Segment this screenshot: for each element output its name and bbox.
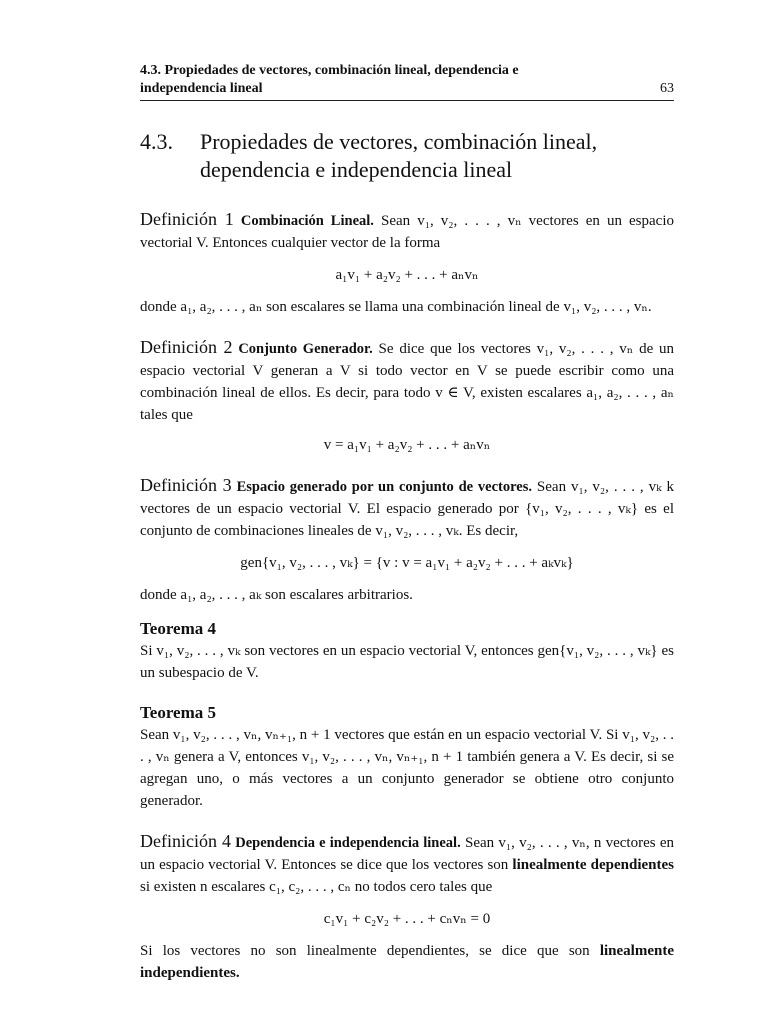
definition-4-label: Definición 4 — [140, 831, 231, 851]
definition-2-equation: v = a₁v₁ + a₂v₂ + . . . + aₙvₙ — [323, 437, 491, 453]
definition-4-text-b: si existen n escalares c₁, c₂, . . . , cₙ no todos cero tales que — [140, 879, 493, 895]
definition-3-text: Sean v₁, v₂, . . . , vₖ k vectores de un espacio vectorial V. El espacio generado por {v₁, v₂, . . . , vₖ} es el conjunto de combinaciones lineales de v₁, v₂, . . . , vₖ. Es decir, — [140, 479, 674, 539]
definition-4-equation: c₁v₁ + c₂v₂ + . . . + cₙvₙ = 0 — [323, 911, 491, 927]
definition-3-name: Espacio generado por un conjunto de vectores. — [236, 479, 532, 495]
definition-3 — [140, 474, 674, 606]
section-number: 4.3. — [140, 129, 173, 154]
theorem-5 — [140, 702, 674, 812]
definition-3-equation: gen{v₁, v₂, . . . , vₖ} = {v : v = a₁v₁ + a₂v₂ + . . . + aₖvₖ} — [240, 555, 574, 571]
definition-2-name: Conjunto Generador. — [238, 341, 373, 357]
definition-4-term-independent: linealmente independientes. — [140, 943, 674, 981]
definition-1-text2: donde a₁, a₂, . . . , aₙ son escalares se llama una combinación lineal de v₁, v₂, . . . , vₙ. — [140, 299, 652, 315]
definition-4 — [140, 830, 674, 984]
section-title: Propiedades de vectores, combinación lineal, dependencia e independencia lineal — [200, 129, 598, 182]
definition-2 — [140, 336, 674, 464]
definition-4-text2: Si los vectores no son linealmente dependientes, se dice que son — [140, 943, 590, 959]
definition-1 — [140, 208, 674, 318]
theorem-5-text: Sean v₁, v₂, . . . , vₙ, vₙ₊₁, n + 1 vectores que están en un espacio vectorial V. Si v₁, v₂, . . . , vₙ genera a V, entonces v₁, v₂, . . . , vₙ, vₙ₊₁, n + 1 también genera a V. Es decir, si se agregan uno, o más vectores a un conjunto generador se obtiene otro conjunto generador. — [140, 727, 674, 809]
page-number: 63 — [660, 81, 674, 96]
definition-4-term-dependent: linealmente dependientes — [512, 857, 675, 873]
definition-1-equation: a₁v₁ + a₂v₂ + . . . + aₙvₙ — [335, 267, 479, 283]
running-head-title-line2: independencia lineal — [140, 81, 263, 96]
definition-3-text2: donde a₁, a₂, . . . , aₖ son escalares arbitrarios. — [140, 587, 413, 603]
definition-4-text-a: Sean v₁, v₂, . . . , vₙ, n vectores en un espacio vectorial V. Entonces se dice que los vectores son — [140, 835, 675, 873]
definition-1-text: Sean v₁, v₂, . . . , vₙ vectores en un espacio vectorial V. Entonces cualquier vector de la forma — [140, 213, 675, 251]
running-head — [140, 62, 674, 98]
definition-1-label: Definición 1 — [140, 209, 234, 229]
definition-2-label: Definición 2 — [140, 337, 233, 357]
header-rule — [140, 100, 674, 101]
running-head-title-line1: 4.3. Propiedades de vectores, combinación lineal, dependencia e — [140, 63, 519, 78]
theorem-4 — [140, 618, 674, 684]
definition-3-label: Definición 3 — [140, 475, 232, 495]
theorem-4-label: Teorema 4 — [140, 619, 217, 638]
theorem-4-text: Si v₁, v₂, . . . , vₖ son vectores en un espacio vectorial V, entonces gen{v₁, v₂, . . . , vₖ} es un subespacio de V. — [140, 643, 674, 681]
theorem-5-label: Teorema 5 — [140, 703, 217, 722]
definition-1-name: Combinación Lineal. — [240, 213, 374, 229]
definition-4-name: Dependencia e independencia lineal. — [235, 835, 461, 851]
definition-2-text: Se dice que los vectores v₁, v₂, . . . , vₙ de un espacio vectorial V generan a V si todo vector en V se puede escribir como una combinación lineal de ellos. Es decir, para todo v ∈ V, existen escalares a₁, a₂, . . . , aₙ tales que — [140, 341, 675, 423]
